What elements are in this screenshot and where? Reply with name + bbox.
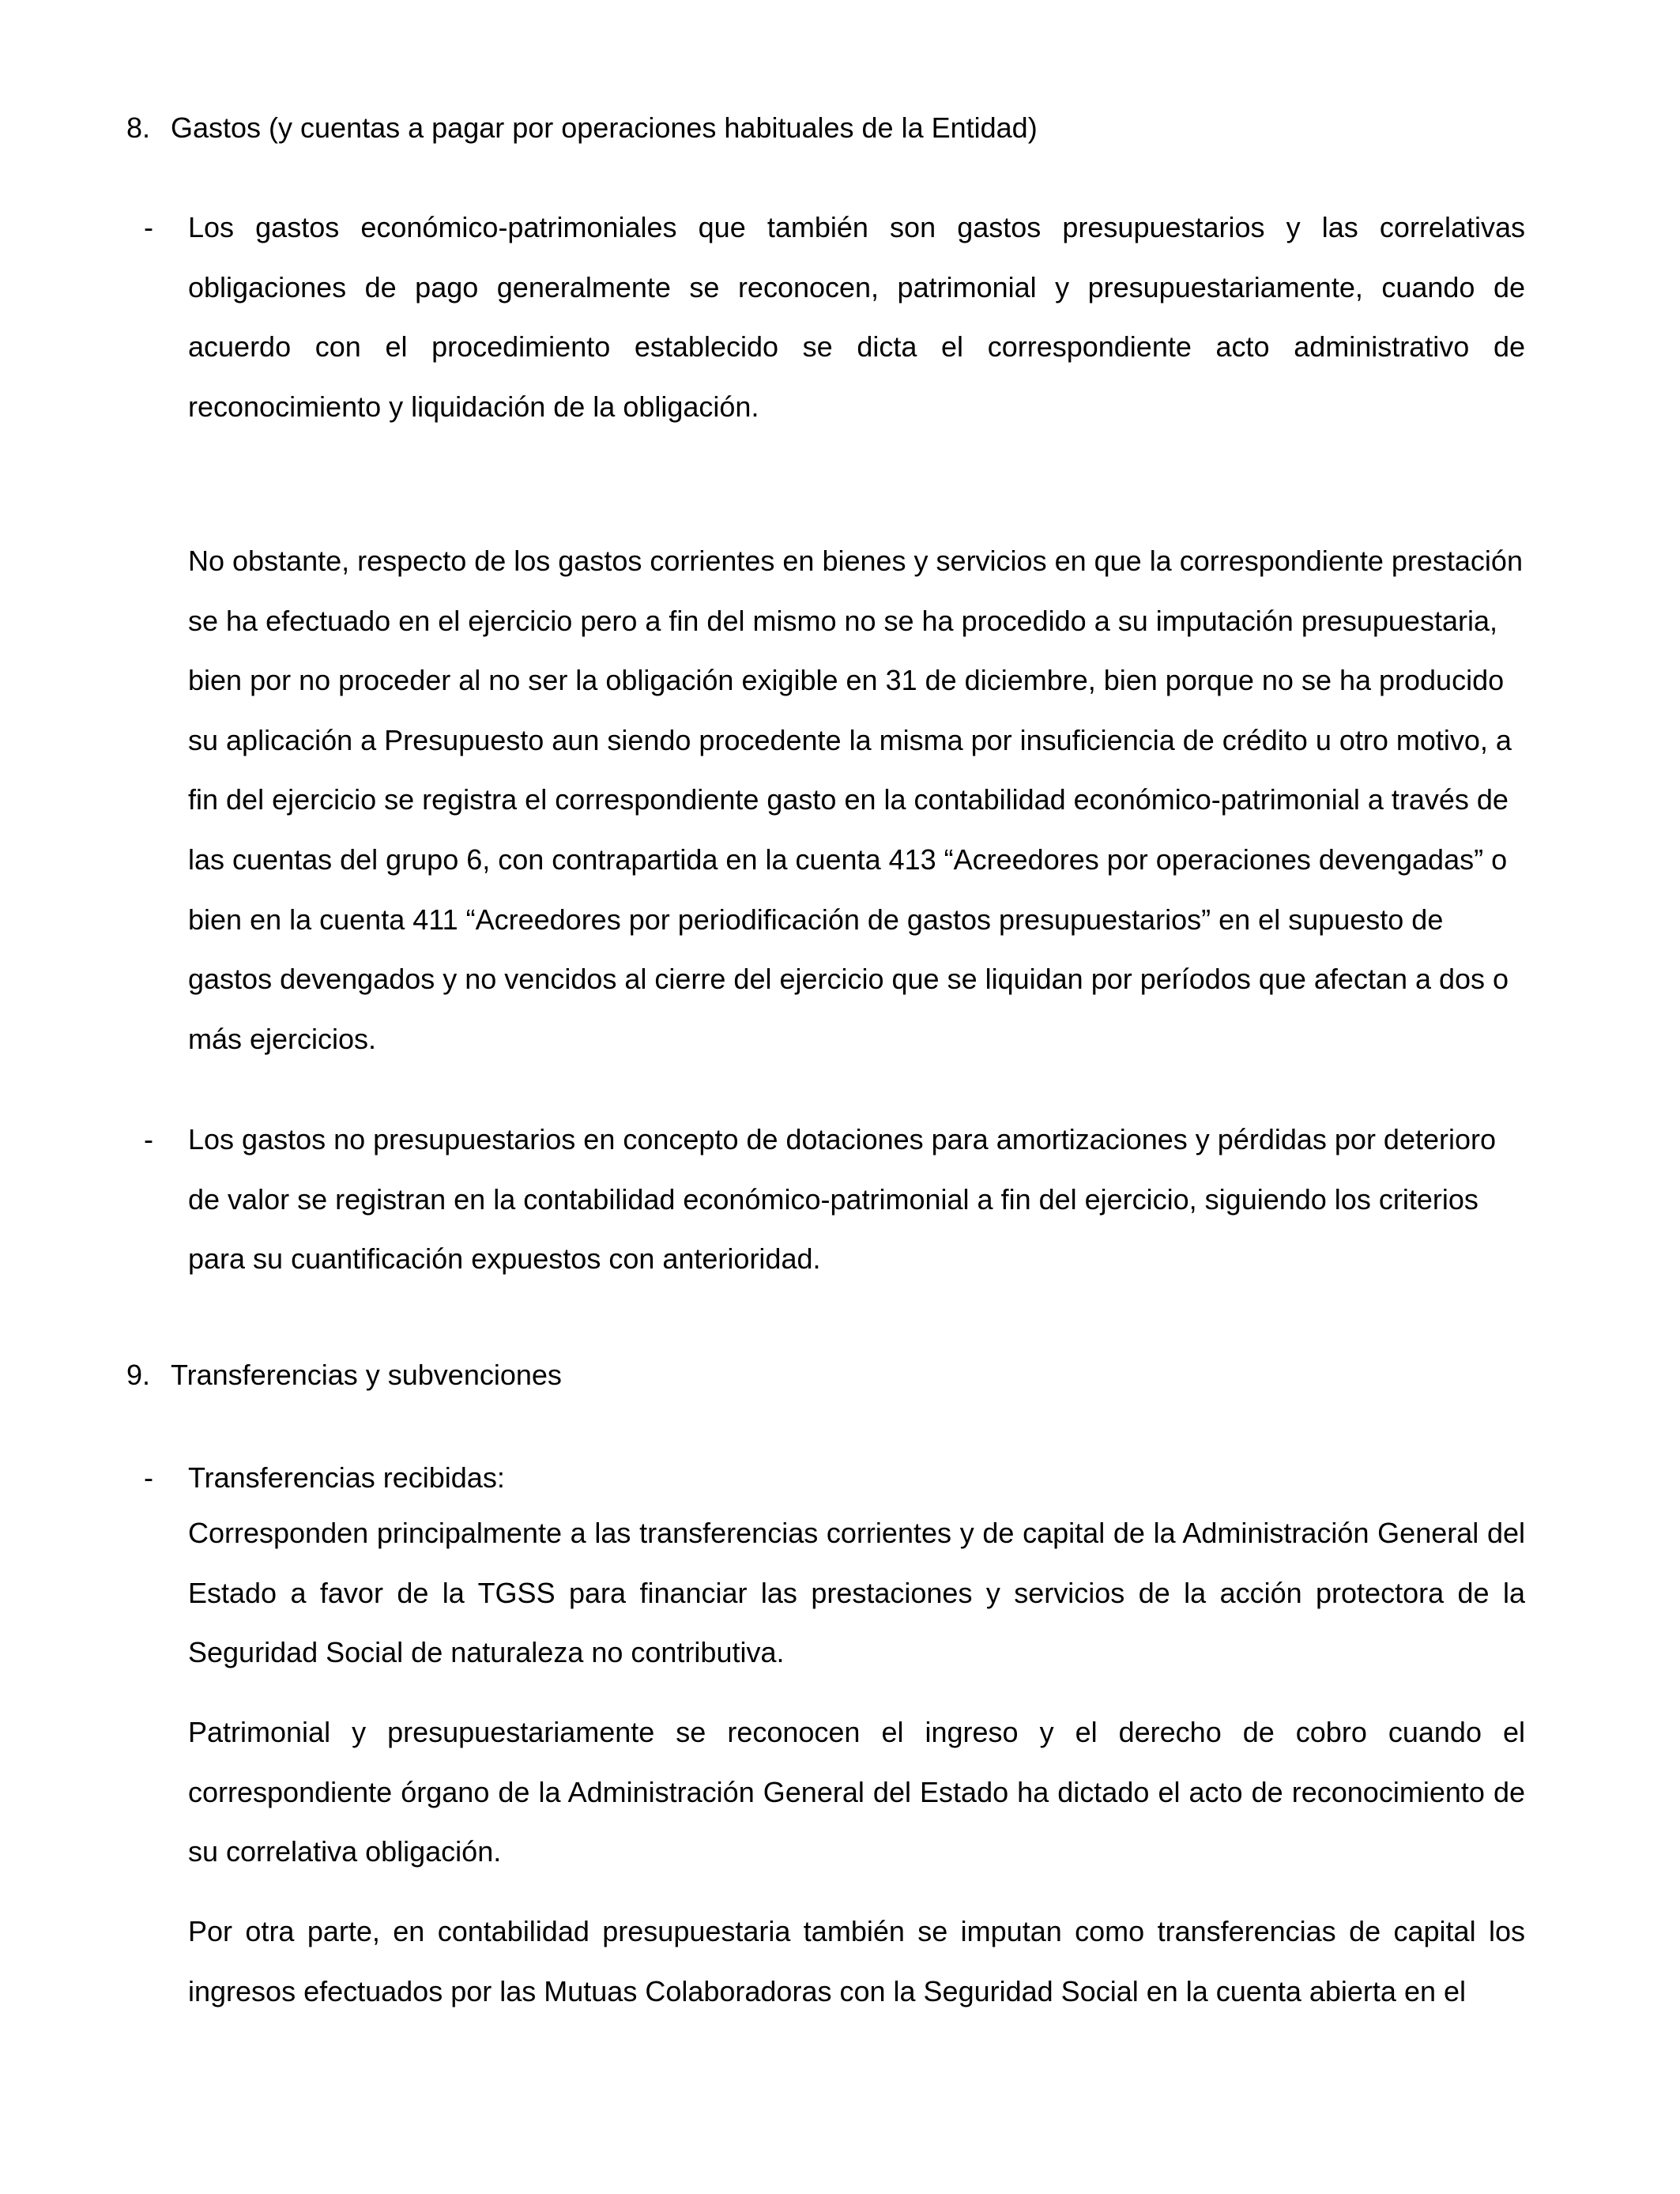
section-8-heading [126, 109, 1038, 147]
section-9-subtitle: Transferencias recibidas: [188, 1461, 505, 1494]
section-9-paragraph-1: Corresponden principalmente a las transferencias corrientes y de capital de la Administración General del Estado a favor de la TGSS para financiar las prestaciones y servicios de la acción protectora de la Seguridad Social de naturaleza no contributiva. [188, 1517, 1525, 1669]
section-8-number: 8. [126, 111, 151, 144]
section-9-paragraph-2: Patrimonial y presupuestariamente se reconocen el ingreso y el derecho de cobro cuando el correspondiente órgano de la Administración General del Estado ha dictado el acto de reconocimiento de su correlativa obligación. [188, 1716, 1525, 1868]
section-8-paragraph-3: Los gastos no presupuestarios en concepto de dotaciones para amortizaciones y pérdidas por deterioro de valor se registran en la contabilidad económico-patrimonial a fin del ejercicio, siguiendo los criterios para su cuantificación expuestos con anterioridad. [188, 1123, 1497, 1276]
section-9-title: Transferencias y subvenciones [171, 1359, 562, 1391]
section-9-number: 9. [126, 1359, 151, 1391]
bullet-dash: - [144, 1123, 153, 1155]
bullet-dash: - [144, 211, 153, 243]
section-9-heading [126, 1356, 562, 1394]
section-9-paragraph-3: Por otra parte, en contabilidad presupuestaria también se imputan como transferencias de capital los ingresos efectuados por las Mutuas Colaboradoras con la Seguridad Social en la cuenta abierta en el [188, 1915, 1525, 2007]
section-8-title: Gastos (y cuentas a pagar por operaciones habituales de la Entidad) [171, 111, 1038, 144]
bullet-dash: - [144, 1461, 153, 1494]
section-8-paragraph-2: No obstante, respecto de los gastos corrientes en bienes y servicios en que la correspondiente prestación se ha efectuado en el ejercicio pero a fin del mismo no se ha procedido a su imputación presupuestaria, bien por no proceder al no ser la obligación exigible en 31 de diciembre, bien porque no se ha producido su aplicación a Presupuesto aun siendo procedente la misma por insuficiencia de crédito u otro motivo, a fin del ejercicio se registra el correspondiente gasto en la contabilidad económico-patrimonial a través de las cuentas del grupo 6, con contrapartida en la cuenta 413 “Acreedores por operaciones devengadas” o bien en la cuenta 411 “Acreedores por periodificación de gastos presupuestarios” en el supuesto de gastos devengados y no vencidos al cierre del ejercicio que se liquidan por períodos que afectan a dos o más ejercicios. [188, 545, 1523, 1055]
section-8-paragraph-1: Los gastos económico-patrimoniales que también son gastos presupuestarios y las correlativas obligaciones de pago generalmente se reconocen, patrimonial y presupuestariamente, cuando de acuerdo con el procedimiento establecido se dicta el correspondiente acto administrativo de reconocimiento y liquidación de la obligación. [188, 211, 1525, 423]
